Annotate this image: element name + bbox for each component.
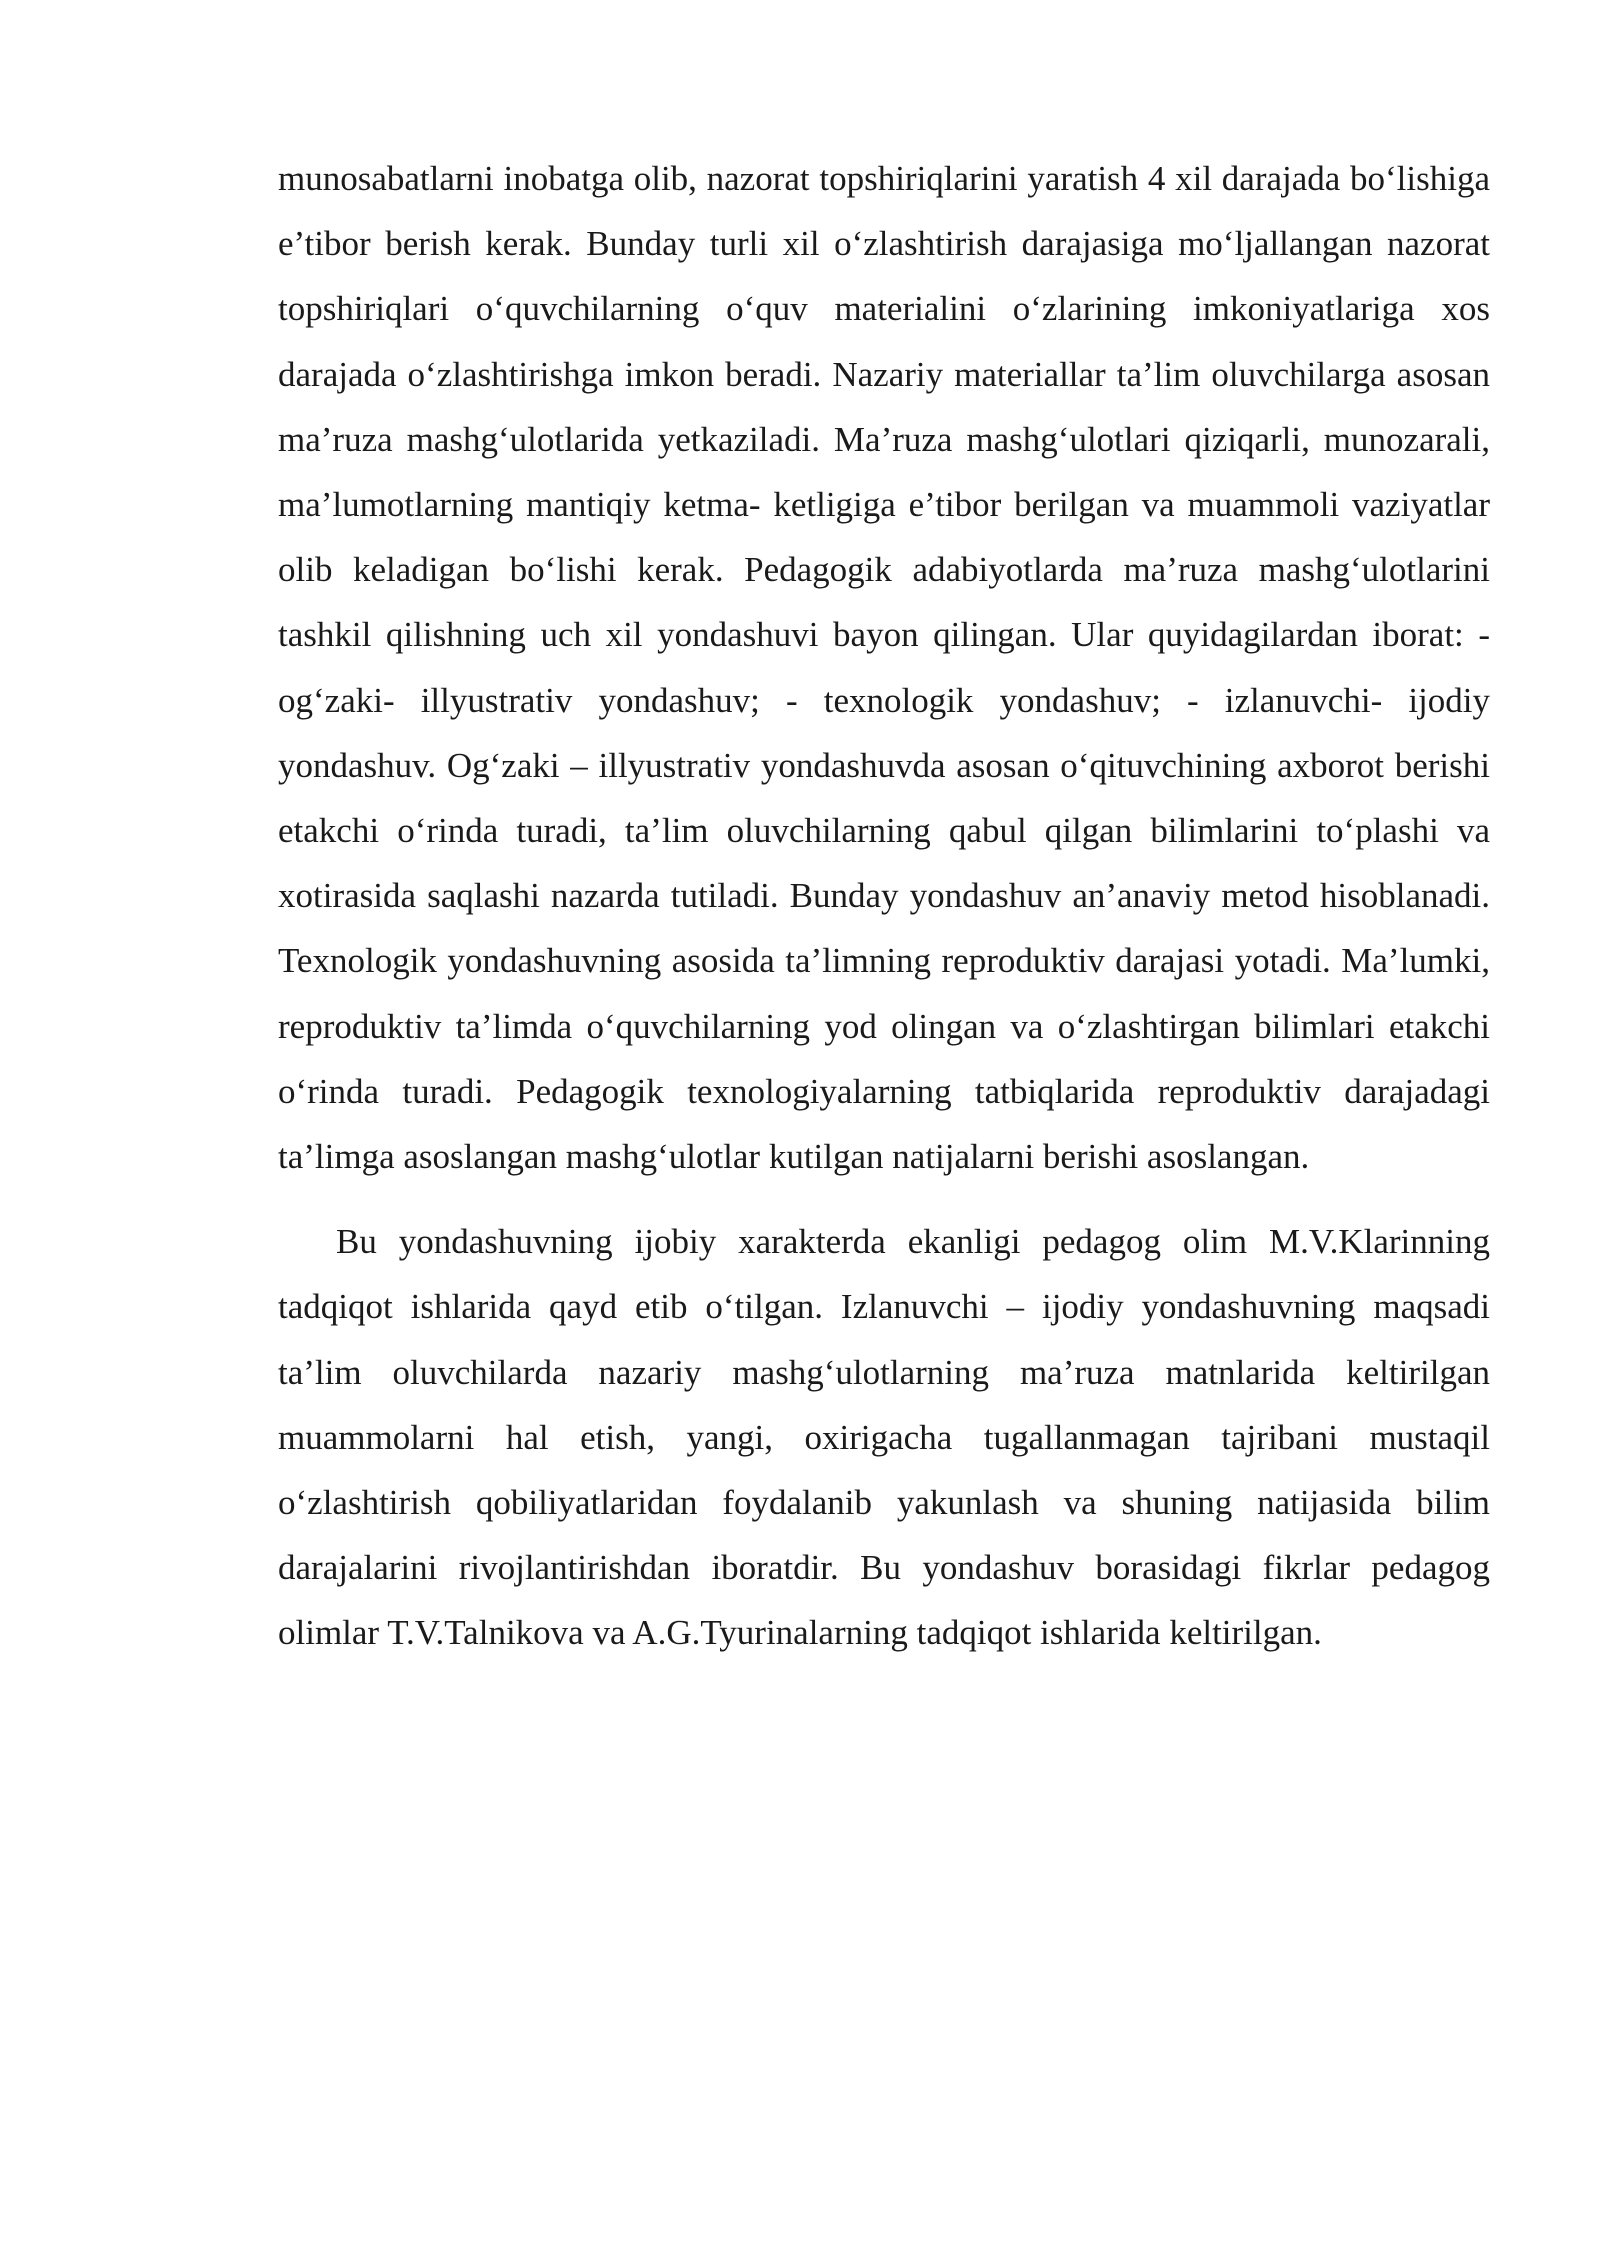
paragraph-2: Bu yondashuvning ijobiy xarakterda ekanligi pedagog olim M.V.Klarinning tadqiqot ishlarida qayd etib oʻtilgan. Izlanuvchi – ijodiy yondashuvning maqsadi ta’lim oluvchilarda nazariy mashgʻulotlarning ma’ruza matnlarida keltirilgan muammolarni hal etish, yangi, oxirigacha tugallanmagan tajribani mustaqil oʻzlashtirish qobiliyatlaridan foydalanib yakunlash va shuning natijasida bilim darajalarini rivojlantirishdan iboratdir. Bu yondashuv borasidagi fikrlar pedagog olimlar T.V.Talnikova va A.G.Tyurinalarning tadqiqot ishlarida keltirilgan. — [278, 1222, 1490, 1653]
document-body — [278, 146, 1490, 1666]
paragraph-1: munosabatlarni inobatga olib, nazorat topshiriqlarini yaratish 4 xil darajada boʻlishiga e’tibor berish kerak. Bunday turli xil oʻzlashtirish darajasiga moʻljallangan nazorat topshiriqlari oʻquvchilarning oʻquv materialini oʻzlarining imkoniyatlariga xos darajada oʻzlashtirishga imkon beradi. Nazariy materiallar ta’lim oluvchilarga asosan ma’ruza mashgʻulotlarida yetkaziladi. Ma’ruza mashgʻulotlari qiziqarli, munozarali, ma’lumotlarning mantiqiy ketma- ketligiga e’tibor berilgan va muammoli vaziyatlar olib keladigan boʻlishi kerak. Pedagogik adabiyotlarda ma’ruza mashgʻulotlarini tashkil qilishning uch xil yondashuvi bayon qilingan. Ular quyidagilardan iborat: - ogʻzaki- illyustrativ yondashuv; - texnologik yondashuv; - izlanuvchi- ijodiy yondashuv. Ogʻzaki – illyustrativ yondashuvda asosan oʻqituvchining axborot berishi etakchi oʻrinda turadi, ta’lim oluvchilarning qabul qilgan bilimlarini toʻplashi va xotirasida saqlashi nazarda tutiladi. Bunday yondashuv an’anaviy metod hisoblanadi. Texnologik yondashuvning asosida ta’limning reproduktiv darajasi yotadi. Ma’lumki, reproduktiv ta’limda oʻquvchilarning yod olingan va oʻzlashtirgan bilimlari etakchi oʻrinda turadi. Pedagogik texnologiyalarning tatbiqlarida reproduktiv darajadagi ta’limga asoslangan mashgʻulotlar kutilgan natijalarni berishi asoslangan. — [278, 159, 1490, 1177]
